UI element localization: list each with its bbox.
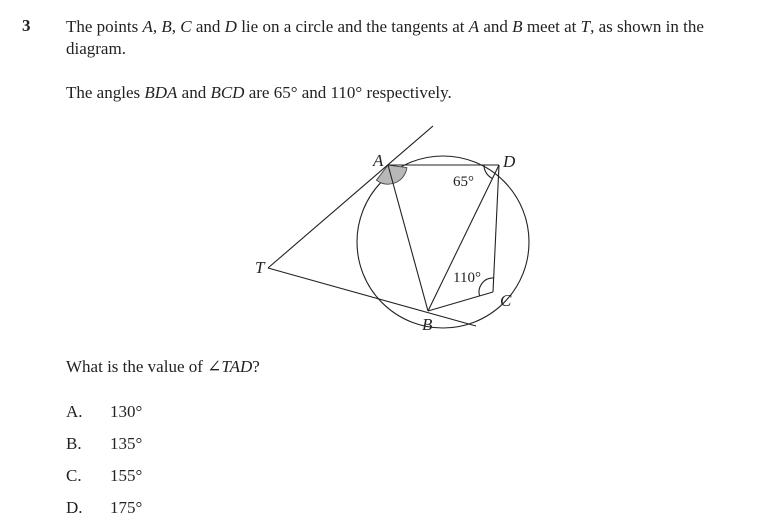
chord-ab xyxy=(388,165,428,311)
angle-bcd-value: 110° xyxy=(453,270,481,286)
option-a[interactable] xyxy=(66,402,142,422)
option-d[interactable] xyxy=(66,498,142,518)
label-a: A xyxy=(373,151,384,170)
chord-dc xyxy=(493,165,499,292)
option-c[interactable] xyxy=(66,466,142,486)
question-intro: The points A, B, C and D lie on a circle and the tangents at A and B meet at T, as shown in the diagram. xyxy=(66,17,704,58)
label-c: C xyxy=(500,291,512,310)
option-value: 130° xyxy=(110,402,143,421)
angle-bda-value: 65° xyxy=(453,174,474,190)
question-number: 3 xyxy=(22,16,31,35)
question-angles: The angles BDA and BCD are 65° and 110° respectively. xyxy=(66,83,452,102)
label-d: D xyxy=(503,152,516,171)
option-value: 155° xyxy=(110,466,143,485)
option-letter: A. xyxy=(66,402,83,421)
question-prompt: What is the value of ∠TAD? xyxy=(66,357,260,376)
option-b[interactable] xyxy=(66,434,142,454)
angle-bcd-arc xyxy=(479,278,494,296)
option-value: 175° xyxy=(110,498,143,517)
label-t: T xyxy=(255,258,265,277)
option-letter: B. xyxy=(66,434,82,453)
option-value: 135° xyxy=(110,434,143,453)
option-letter: C. xyxy=(66,466,82,485)
tangent-at-a xyxy=(268,126,433,268)
option-letter: D. xyxy=(66,498,83,517)
label-b: B xyxy=(422,315,433,334)
chord-bc xyxy=(428,292,493,311)
